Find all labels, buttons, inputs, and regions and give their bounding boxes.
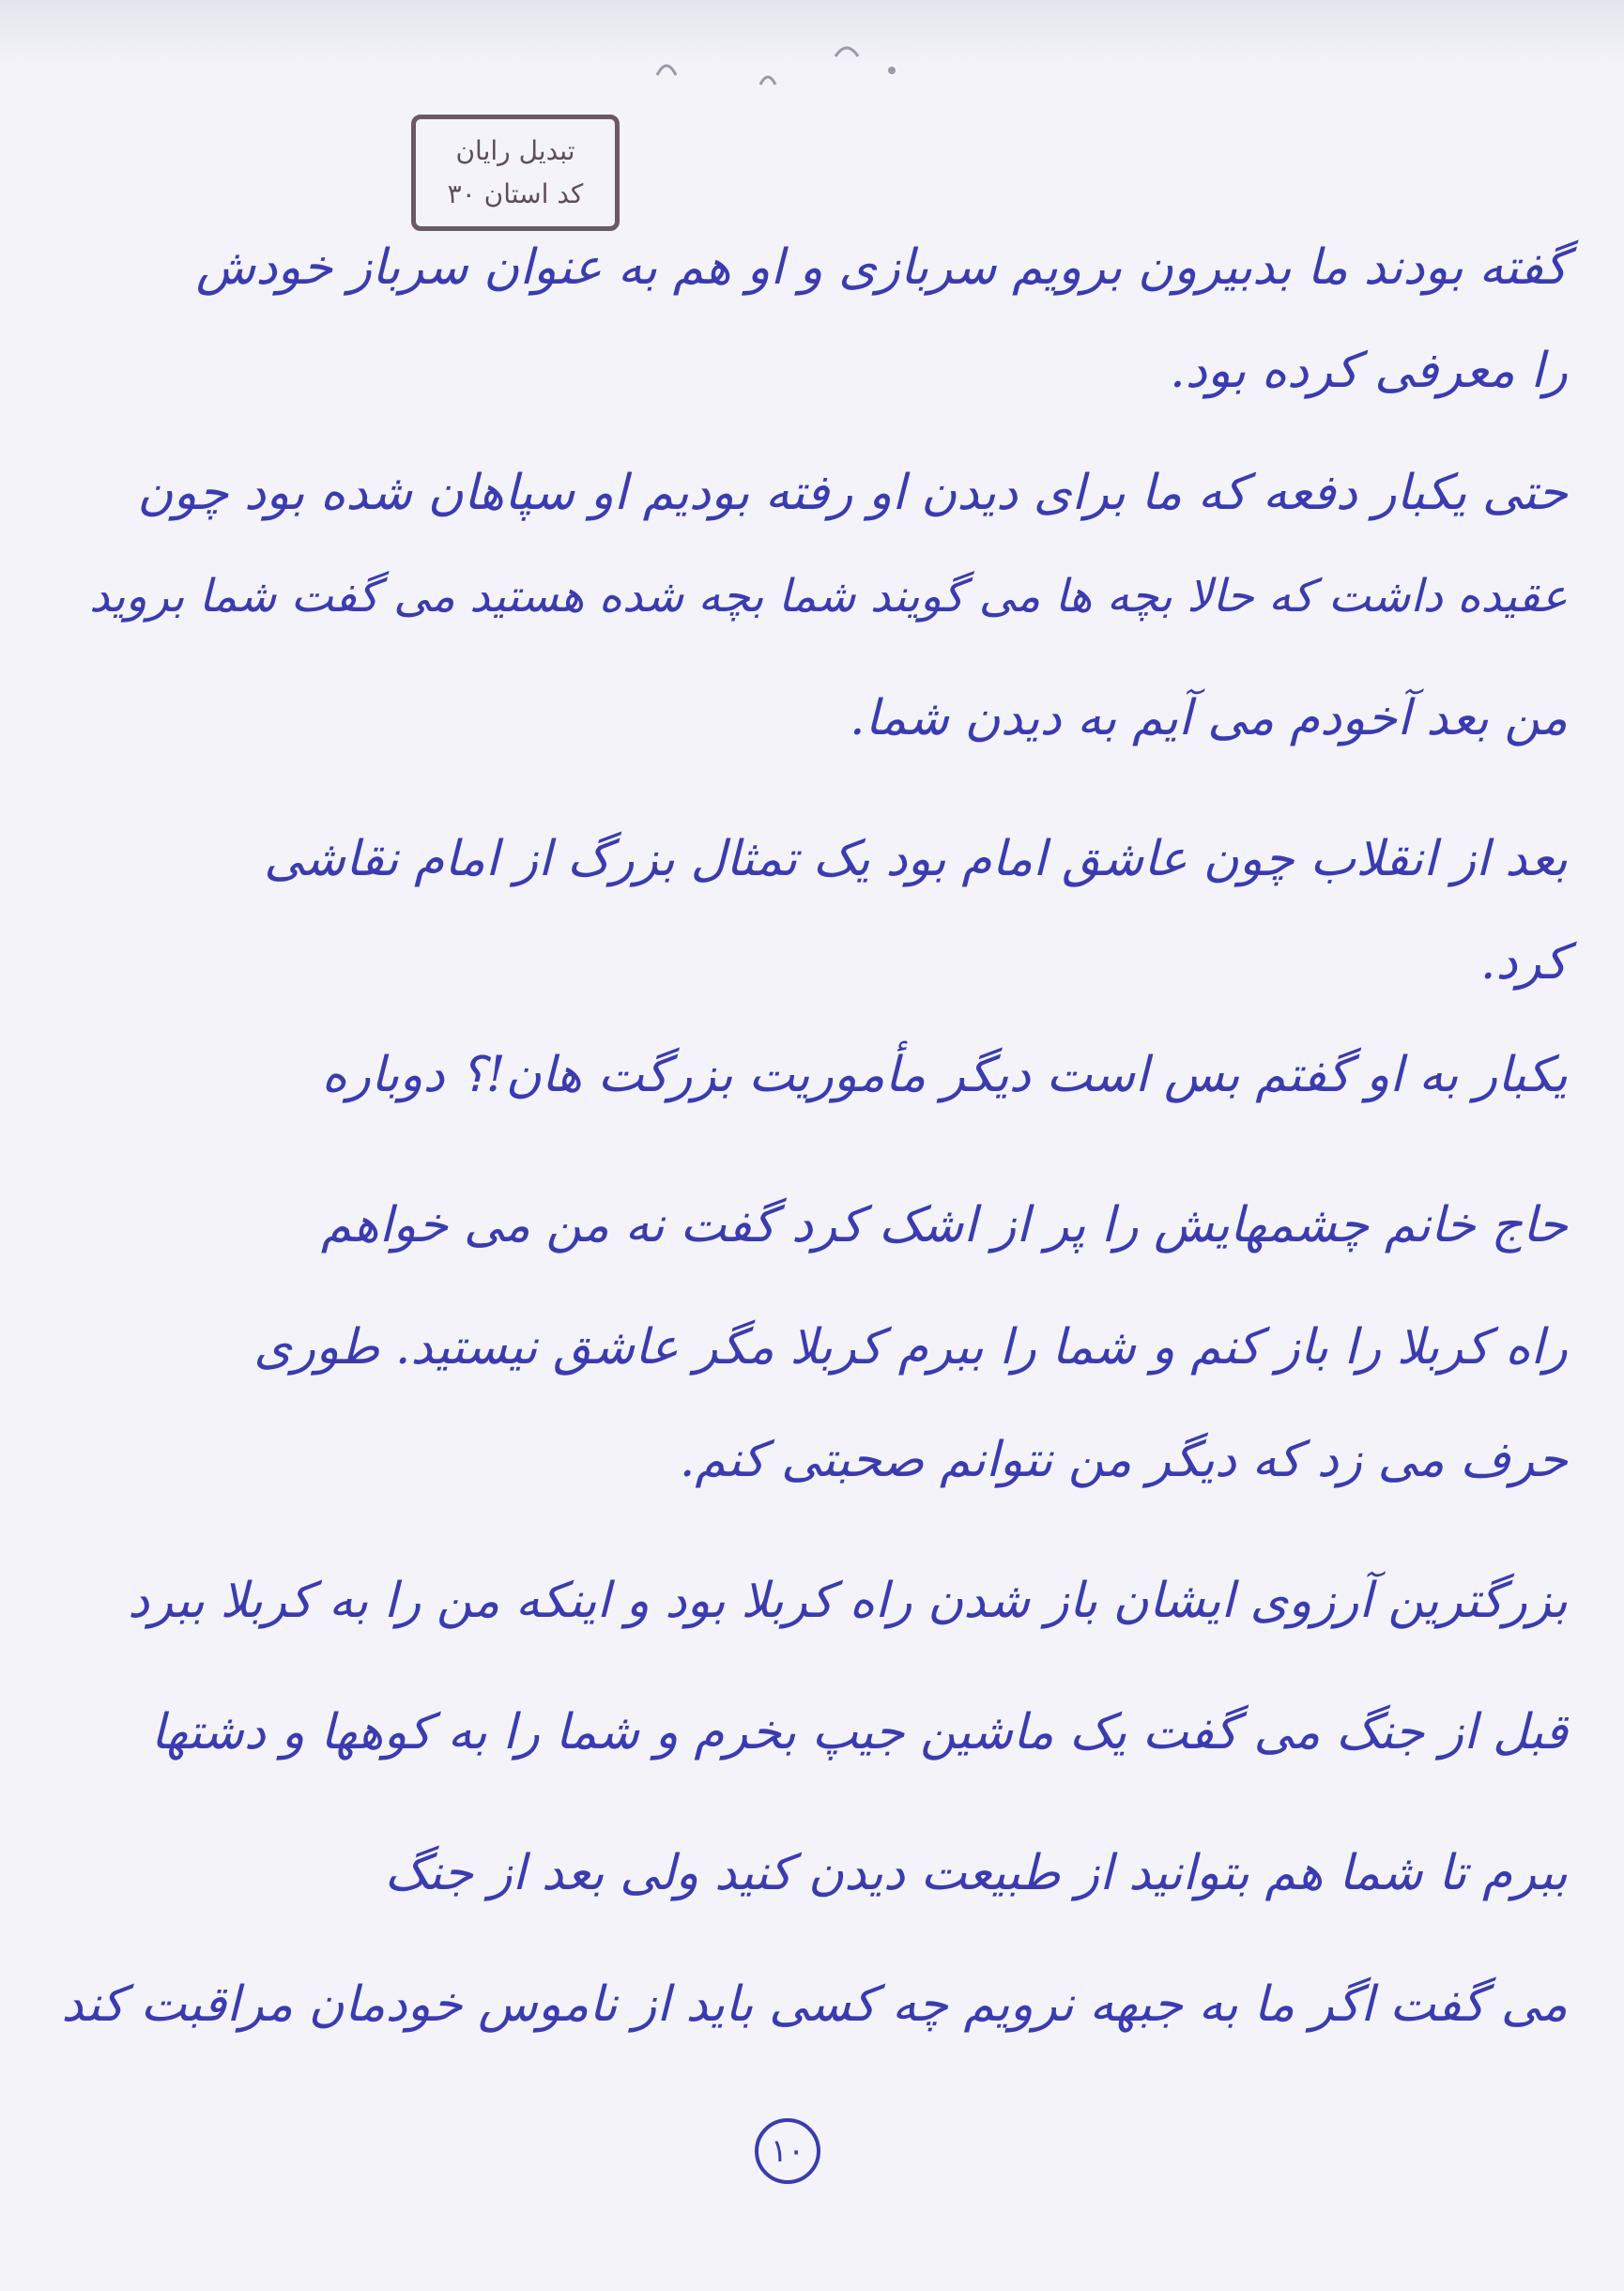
handwritten-line: من بعد آخودم می آیم به دیدن شما.	[850, 690, 1568, 746]
handwritten-line: یکبار به او گفتم بس است دیگر مأموریت بزرگت هان!؟ دوباره	[321, 1047, 1568, 1103]
handwritten-line: بعد از انقلاب چون عاشق امام بود یک تمثال بزرگ از امام نقاشی	[264, 831, 1568, 887]
handwritten-line: بزرگترین آرزوی ایشان باز شدن راه کربلا بود و اینکه من را به کربلا ببرد	[127, 1573, 1568, 1629]
stamp-line-1: تبدیل رایان	[455, 135, 575, 166]
handwritten-line: حاج خانم چشمهایش را پر از اشک کرد گفت نه من می خواهم	[320, 1197, 1568, 1253]
handwritten-line: کرد.	[1479, 934, 1568, 991]
handwritten-line: گفته بودند ما بدبیرون برویم سربازی و او هم به عنوان سرباز خودش	[195, 239, 1568, 296]
punch-hole-marks	[648, 19, 929, 103]
handwritten-line: می گفت اگر ما به جبهه نرویم چه کسی باید از ناموس خودمان مراقبت کند	[61, 1976, 1568, 2033]
handwritten-line: حرف می زد که دیگر من نتوانم صحبتی کنم.	[679, 1432, 1568, 1488]
handwritten-line: قبل از جنگ می گفت یک ماشین جیپ بخرم و شما را به کوهها و دشتها	[150, 1704, 1568, 1761]
handwritten-line: ببرم تا شما هم بتوانید از طبیعت دیدن کنید ولی بعد از جنگ	[384, 1845, 1568, 1901]
office-stamp	[411, 115, 620, 231]
handwritten-line: عقیده داشت که حالا بچه ها می گویند شما بچه شده هستید می گفت شما بروید	[88, 570, 1568, 623]
handwritten-line: را معرفی کرده بود.	[1170, 343, 1568, 399]
handwritten-line: راه کربلا را باز کنم و شما را ببرم کربلا مگر عاشق نیستید. طوری	[253, 1319, 1568, 1376]
handwritten-line: حتی یکبار دفعه که ما برای دیدن او رفته بودیم او سپاهان شده بود چون	[137, 465, 1568, 521]
stamp-line-2: کد استان ۳۰	[447, 178, 584, 209]
page-number: ۱۰	[755, 2118, 820, 2184]
